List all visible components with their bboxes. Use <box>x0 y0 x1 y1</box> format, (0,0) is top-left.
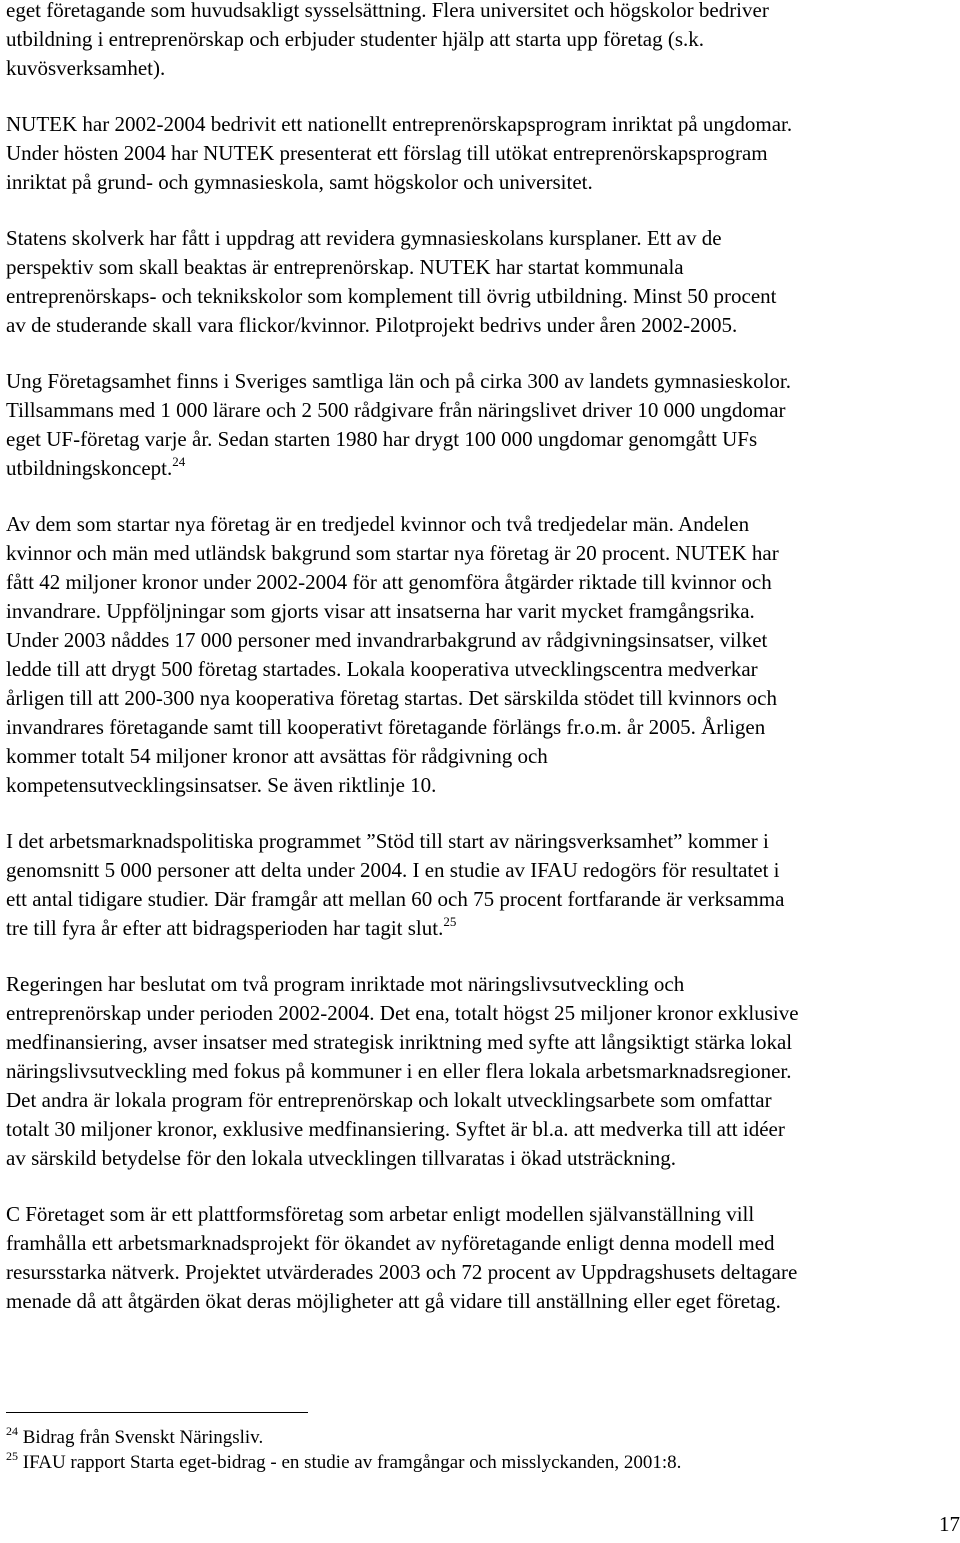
footnote-text: Bidrag från Svenskt Näringsliv. <box>22 1427 264 1448</box>
text-line: kommer totalt 54 miljoner kronor att avsättas för rådgivning och <box>6 744 548 768</box>
text-line: totalt 30 miljoner kronor, exklusive medfinansiering. Syftet är bl.a. att medverka till att idéer <box>6 1117 785 1141</box>
footnote-number: 24 <box>6 1424 18 1438</box>
text-line: menade då att åtgärden ökat deras möjligheter att gå vidare till anställning eller eget företag. <box>6 1289 781 1313</box>
text-line: invandrare. Uppföljningar som gjorts visar att insatserna har varit mycket framgångsrika. <box>6 599 755 623</box>
text-line: genomsnitt 5 000 personer att delta under 2004. I en studie av IFAU redogörs för resultatet i <box>6 858 780 882</box>
text-line: Under hösten 2004 har NUTEK presenterat ett förslag till utökat entreprenörskapsprogram <box>6 141 768 165</box>
paragraph-3 <box>6 224 956 340</box>
text-line: entreprenörskaps- och teknikskolor som komplement till övrig utbildning. Minst 50 procent <box>6 284 777 308</box>
text-line: årligen till att 200-300 nya kooperativa företag startas. Det särskilda stödet till kvinnors och <box>6 686 777 710</box>
paragraph-2 <box>6 110 956 197</box>
text-line: kvinnor och män med utländsk bakgrund som startar nya företag är 20 procent. NUTEK har <box>6 541 779 565</box>
text-line: Tillsammans med 1 000 lärare och 2 500 rådgivare från näringslivet driver 10 000 ungdomar <box>6 398 786 422</box>
text-line: resursstarka nätverk. Projektet utvärderades 2003 och 72 procent av Uppdragshusets deltagare <box>6 1260 798 1284</box>
text-line: ett antal tidigare studier. Där framgår att mellan 60 och 75 procent fortfarande är verksamma <box>6 887 785 911</box>
text-line: tre till fyra år efter att bidragsperioden har tagit slut. <box>6 916 444 940</box>
text-line: framhålla ett arbetsmarknadsprojekt för ökandet av nyföretagande enligt denna modell med <box>6 1231 775 1255</box>
paragraph-5 <box>6 510 956 800</box>
text-line: Under 2003 nåddes 17 000 personer med invandrarbakgrund av rådgivningsinsatser, vilket <box>6 628 768 652</box>
paragraph-1 <box>6 0 956 83</box>
text-line: Regeringen har beslutat om två program inriktade mot näringslivsutveckling och <box>6 972 685 996</box>
text-line: utbildning i entreprenörskap och erbjuder studenter hjälp att starta upp företag (s.k. <box>6 27 705 51</box>
text-line: kuvösverksamhet). <box>6 56 166 80</box>
footnote-text: IFAU rapport Starta eget-bidrag - en studie av framgångar och misslyckanden, 2001:8. <box>22 1452 682 1473</box>
text-line: näringslivsutveckling med fokus på kommuner i en eller flera lokala arbetsmarknadsregioner. <box>6 1059 792 1083</box>
text-line: Det andra är lokala program för entreprenörskap och lokalt utvecklingsarbete som omfattar <box>6 1088 772 1112</box>
text-line: C Företaget som är ett plattformsföretag som arbetar enligt modellen självanställning vill <box>6 1202 755 1226</box>
footnote-reference-24[interactable]: 24 <box>172 454 186 469</box>
text-line: ledde till att drygt 500 företag startades. Lokala kooperativa utvecklingscentra medverkar <box>6 657 758 681</box>
text-line: invandrares företagande samt till kooperativt företagande förlängs fr.o.m. år 2005. Årligen <box>6 715 766 739</box>
text-line-with-footnote <box>6 454 956 483</box>
page-number: 17 <box>939 1512 960 1536</box>
text-line: av de studerande skall vara flickor/kvinnor. Pilotprojekt bedrivs under åren 2002-2005. <box>6 313 738 337</box>
paragraph-7 <box>6 970 956 1173</box>
text-line: NUTEK har 2002-2004 bedrivit ett nationellt entreprenörskapsprogram inriktat på ungdomar. <box>6 112 793 136</box>
text-line: fått 42 miljoner kronor under 2002-2004 för att genomföra åtgärder riktade till kvinnor och <box>6 570 772 594</box>
text-line: utbildningskoncept. <box>6 456 173 480</box>
text-line: Av dem som startar nya företag är en tredjedel kvinnor och två tredjedelar män. Andelen <box>6 512 750 536</box>
text-line: eget företagande som huvudsakligt sysselsättning. Flera universitet och högskolor bedriver <box>6 0 769 22</box>
text-line: perspektiv som skall beaktas är entreprenörskap. NUTEK har startat kommunala <box>6 255 684 279</box>
footnote-24 <box>6 1425 946 1450</box>
document-body <box>6 0 956 1343</box>
text-line: av särskild betydelse för den lokala utvecklingen tillvaratas i ökad utsträckning. <box>6 1146 677 1170</box>
paragraph-8 <box>6 1200 956 1316</box>
text-line: I det arbetsmarknadspolitiska programmet ”Stöd till start av näringsverksamhet” kommer i <box>6 829 769 853</box>
footnote-divider <box>6 1412 308 1413</box>
text-line: Statens skolverk har fått i uppdrag att revidera gymnasieskolans kursplaner. Ett av de <box>6 226 722 250</box>
text-line: Ung Företagsamhet finns i Sveriges samtliga län och på cirka 300 av landets gymnasieskolor. <box>6 369 791 393</box>
paragraph-4 <box>6 367 956 483</box>
text-line: inriktat på grund- och gymnasieskola, samt högskolor och universitet. <box>6 170 593 194</box>
text-line: medfinansiering, avser insatser med strategisk inriktning med syfte att långsiktigt stärka lokal <box>6 1030 793 1054</box>
footnote-25 <box>6 1450 946 1475</box>
text-line: entreprenörskap under perioden 2002-2004. Det ena, totalt högst 25 miljoner kronor exklusive <box>6 1001 799 1025</box>
text-line: kompetensutvecklingsinsatser. Se även riktlinje 10. <box>6 773 437 797</box>
footnotes <box>6 1425 946 1475</box>
text-line-with-footnote <box>6 914 956 943</box>
footnote-number: 25 <box>6 1449 18 1463</box>
footnote-reference-25[interactable]: 25 <box>443 914 457 929</box>
paragraph-6 <box>6 827 956 943</box>
text-line: eget UF-företag varje år. Sedan starten 1980 har drygt 100 000 ungdomar genomgått UFs <box>6 427 758 451</box>
